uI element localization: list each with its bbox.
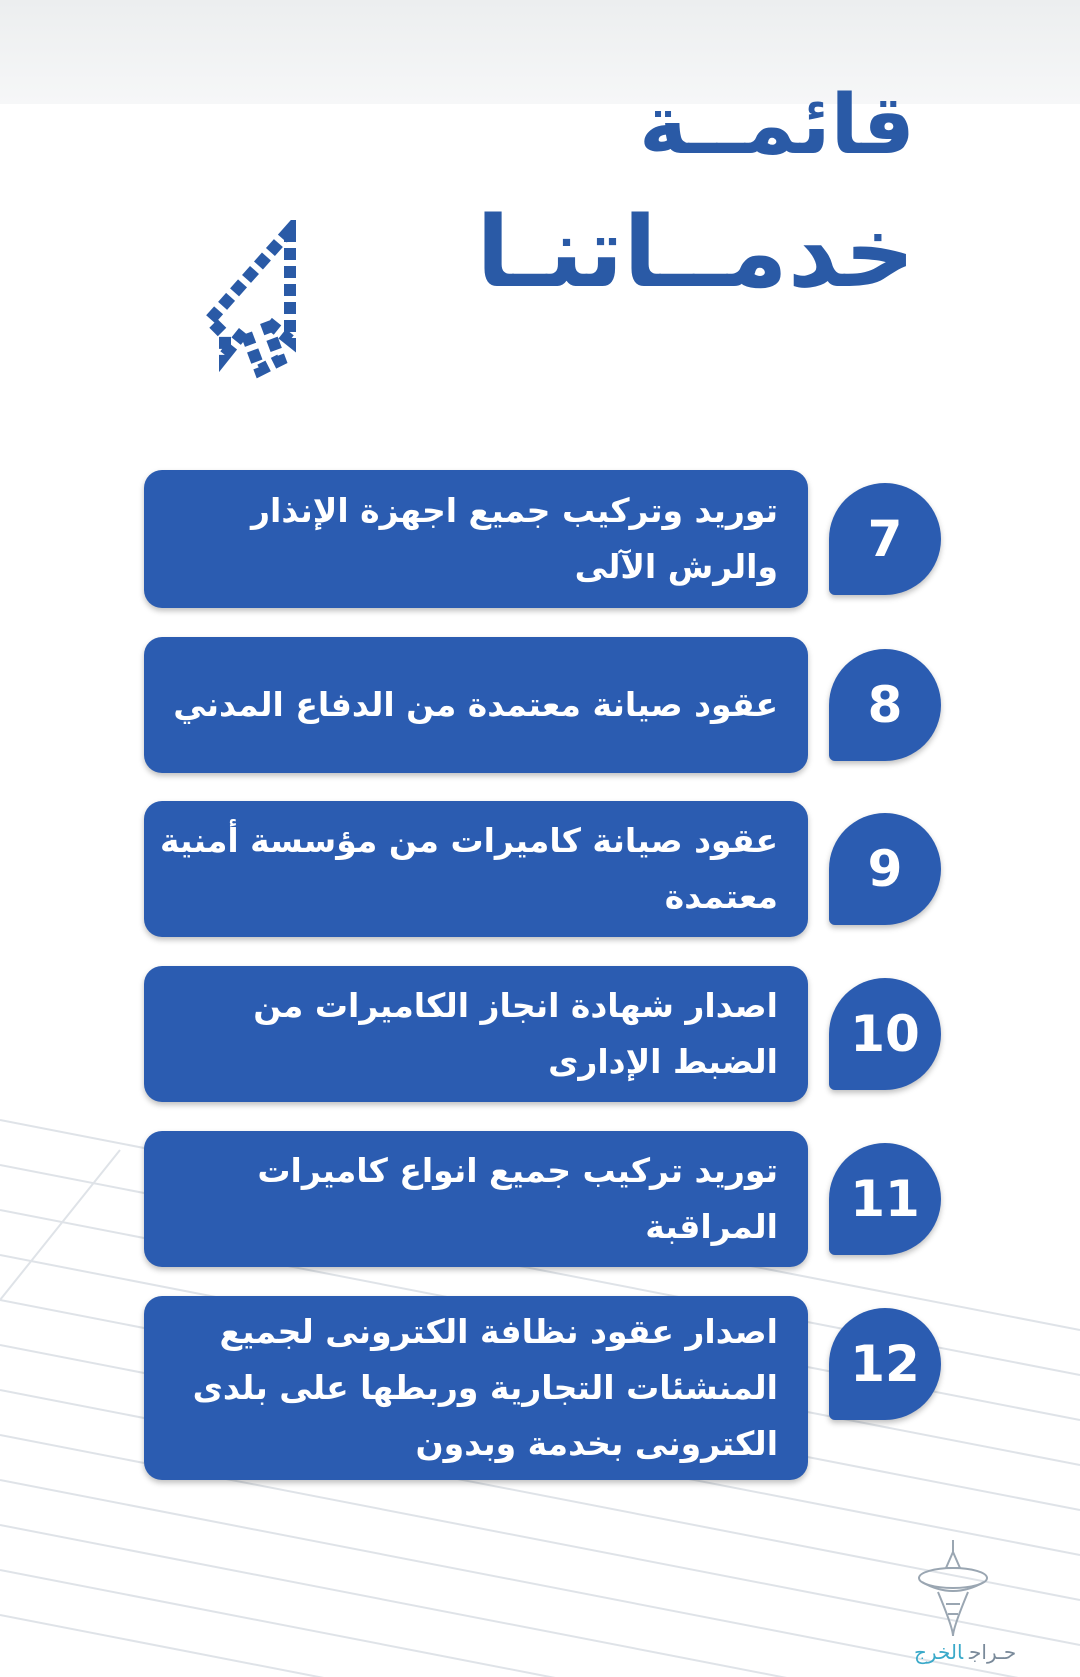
page-title-line-2: خدمــاتنـا bbox=[476, 196, 915, 310]
service-text-box bbox=[144, 470, 808, 608]
service-text: عقود صيانة معتمدة من الدفاع المدني bbox=[173, 685, 778, 724]
service-text-box bbox=[144, 1131, 808, 1267]
haraj-tower-logo bbox=[908, 1538, 998, 1638]
pixel-arrow-cursor-icon bbox=[205, 220, 315, 395]
service-text: عقود صيانة كاميرات من مؤسسة أمنية معتمدة bbox=[160, 821, 778, 916]
watermark-word-2: الخرج bbox=[914, 1640, 964, 1664]
page-title-line-1: قائمــة bbox=[638, 78, 915, 173]
service-number-badge: 7 bbox=[829, 483, 941, 595]
service-number-badge: 10 bbox=[829, 978, 941, 1090]
watermark-word-1: حـراج bbox=[969, 1640, 1017, 1664]
service-number-badge: 12 bbox=[829, 1308, 941, 1420]
service-text-box bbox=[144, 1296, 808, 1480]
service-text: توريد تركيب جميع انواع كاميرات المراقبة bbox=[257, 1151, 778, 1246]
service-text: اصدار عقود نظافة الكترونى لجميع المنشئات التجارية وربطها على بلدى الكترونى بخدمة وبدون bbox=[192, 1312, 778, 1463]
service-text-box bbox=[144, 966, 808, 1102]
service-number-badge: 8 bbox=[829, 649, 941, 761]
service-text: اصدار شهادة انجاز الكاميرات من الضبط الإدارى bbox=[253, 986, 778, 1081]
service-text: توريد وتركيب جميع اجهزة الإنذار والرش الآلى bbox=[251, 491, 778, 586]
service-text-box bbox=[144, 637, 808, 773]
watermark-text bbox=[914, 1640, 1016, 1664]
service-number-badge: 11 bbox=[829, 1143, 941, 1255]
service-number-badge: 9 bbox=[829, 813, 941, 925]
service-text-box bbox=[144, 801, 808, 937]
